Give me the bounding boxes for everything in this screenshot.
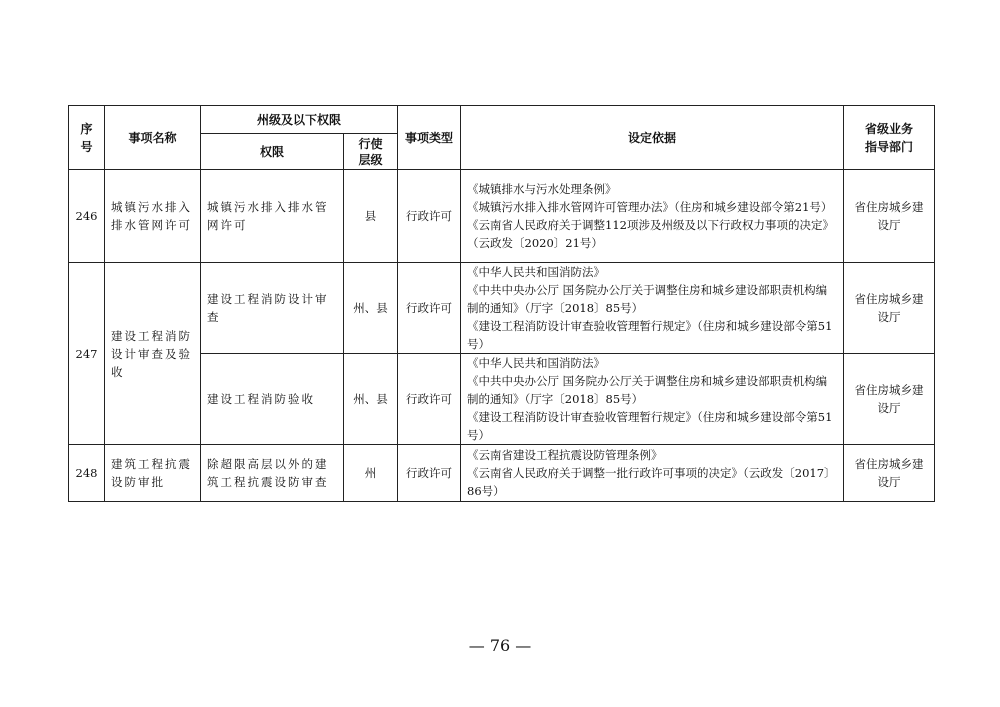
level-cell: 州、县 <box>344 354 398 445</box>
item-name: 建筑工程抗震设防审批 <box>105 445 201 502</box>
header-level: 行使 层级 <box>344 134 398 170</box>
authority-cell: 建设工程消防验收 <box>201 354 344 445</box>
row-number: 246 <box>69 170 105 263</box>
level-cell: 州、县 <box>344 263 398 354</box>
basis-line: 《中共中央办公厅 国务院办公厅关于调整住房和城乡建设部职责机构编制的通知》（厅字〔2018〕85号） <box>467 283 828 315</box>
basis-line: 《云南省建设工程抗震设防管理条例》 <box>467 448 663 462</box>
header-prefecture-group: 州级及以下权限 <box>201 106 398 134</box>
item-name: 城镇污水排入排水管网许可 <box>105 170 201 263</box>
row-number: 248 <box>69 445 105 502</box>
basis-line: 《中华人民共和国消防法》 <box>467 265 606 279</box>
header-basis: 设定依据 <box>461 106 844 170</box>
basis-line: 《城镇排水与污水处理条例》 <box>467 182 617 196</box>
dept-cell: 省住房城乡建设厅 <box>844 354 935 445</box>
header-seq: 序 号 <box>69 106 105 170</box>
authority-cell: 城镇污水排入排水管网许可 <box>201 170 344 263</box>
type-cell: 行政许可 <box>398 445 461 502</box>
basis-cell <box>461 354 844 445</box>
permissions-table <box>68 105 935 502</box>
basis-line: 《城镇污水排入排水管网许可管理办法》（住房和城乡建设部令第21号） <box>467 200 833 214</box>
basis-cell <box>461 263 844 354</box>
item-name: 建设工程消防设计审查及验收 <box>105 263 201 445</box>
table-row <box>69 445 935 502</box>
header-dept: 省级业务 指导部门 <box>844 106 935 170</box>
type-cell: 行政许可 <box>398 263 461 354</box>
dept-cell: 省住房城乡建设厅 <box>844 445 935 502</box>
basis-line: 《建设工程消防设计审查验收管理暂行规定》（住房和城乡建设部令第51号） <box>467 410 833 442</box>
type-cell: 行政许可 <box>398 354 461 445</box>
basis-line: 《云南省人民政府关于调整一批行政许可事项的决定》（云政发〔2017〕86号） <box>467 466 836 498</box>
dept-cell: 省住房城乡建设厅 <box>844 170 935 263</box>
basis-cell <box>461 445 844 502</box>
header-row-1 <box>69 106 935 134</box>
basis-line: 《中华人民共和国消防法》 <box>467 356 606 370</box>
authority-cell: 建设工程消防设计审查 <box>201 263 344 354</box>
dept-cell: 省住房城乡建设厅 <box>844 263 935 354</box>
basis-line: 《建设工程消防设计审查验收管理暂行规定》（住房和城乡建设部令第51号） <box>467 319 833 351</box>
authority-cell: 除超限高层以外的建筑工程抗震设防审查 <box>201 445 344 502</box>
level-cell: 州 <box>344 445 398 502</box>
type-cell: 行政许可 <box>398 170 461 263</box>
header-authority: 权限 <box>201 134 344 170</box>
header-item-type: 事项类型 <box>398 106 461 170</box>
table-row <box>69 263 935 354</box>
table-row <box>69 170 935 263</box>
header-item-name: 事项名称 <box>105 106 201 170</box>
page-number: — 76 — <box>468 636 532 655</box>
level-cell: 县 <box>344 170 398 263</box>
row-number: 247 <box>69 263 105 445</box>
basis-line: 《中共中央办公厅 国务院办公厅关于调整住房和城乡建设部职责机构编制的通知》（厅字〔2018〕85号） <box>467 374 828 406</box>
basis-cell <box>461 170 844 263</box>
basis-line: 《云南省人民政府关于调整112项涉及州级及以下行政权力事项的决定》（云政发〔2020〕21号） <box>467 218 834 250</box>
